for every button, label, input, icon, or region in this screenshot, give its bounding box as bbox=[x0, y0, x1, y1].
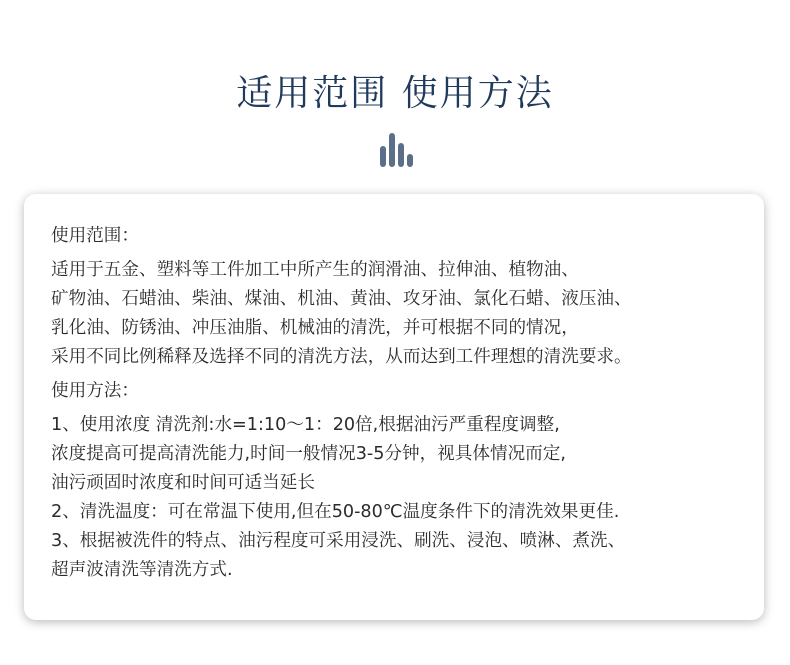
scope-line: 采用不同比例稀释及选择不同的清洗方法，从而达到工件理想的清洗要求。 bbox=[51, 347, 632, 367]
scope-line: 矿物油、石蜡油、柴油、煤油、机油、黄油、攻牙油、氯化石蜡、液压油、 bbox=[51, 289, 632, 309]
icon-bar bbox=[407, 154, 413, 167]
icon-bar bbox=[389, 133, 395, 167]
icon-bar bbox=[398, 143, 404, 167]
method-heading: 使用方法： bbox=[51, 381, 139, 401]
method-line: 2、清洗温度：可在常温下使用,但在50-80℃温度条件下的清洗效果更佳. bbox=[51, 502, 620, 522]
icon-bar bbox=[380, 146, 386, 167]
scope-line: 乳化油、防锈油、冲压油脂、机械油的清洗，并可根据不同的情况， bbox=[51, 318, 579, 338]
scope-heading: 使用范围： bbox=[51, 226, 139, 246]
method-line: 超声波清洗等清洗方式. bbox=[51, 560, 233, 580]
method-line: 油污顽固时浓度和时间可适当延长 bbox=[51, 473, 315, 493]
method-line: 浓度提高可提高清洗能力,时间一般情况3-5分钟，视具体情况而定, bbox=[51, 444, 566, 464]
info-card bbox=[24, 194, 764, 620]
card-content bbox=[51, 222, 751, 585]
bar-chart-icon bbox=[380, 133, 412, 167]
page-title: 适用范围 使用方法 bbox=[236, 73, 554, 114]
scope-line: 适用于五金、塑料等工件加工中所产生的润滑油、拉伸油、植物油、 bbox=[51, 260, 579, 280]
method-line: 3、根据被洗件的特点、油污程度可采用浸洗、刷洗、浸泡、喷淋、煮洗、 bbox=[51, 531, 626, 551]
method-line: 1、使用浓度 清洗剂:水=1:10～1：20倍,根据油污严重程度调整, bbox=[51, 415, 560, 435]
